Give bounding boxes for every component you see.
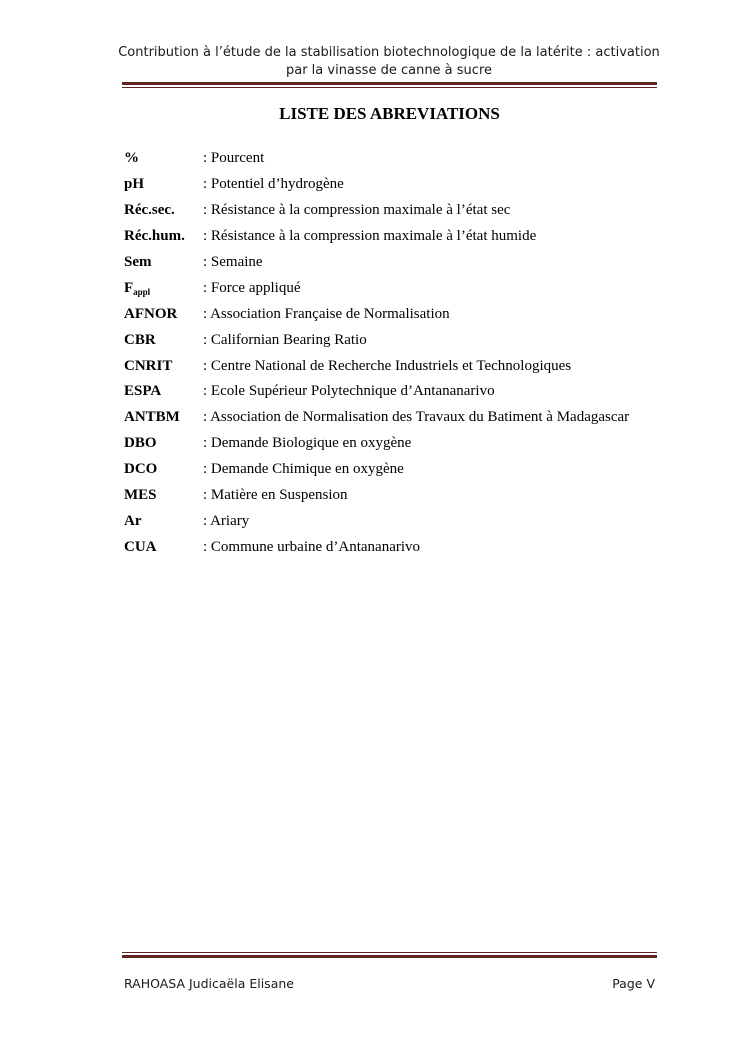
abbreviation-row <box>124 508 664 534</box>
abbreviation-row <box>124 534 664 560</box>
abbreviation-row <box>124 198 664 224</box>
abbreviation-term <box>124 280 203 297</box>
abbreviation-term-text: % <box>124 150 139 167</box>
running-header <box>118 44 660 80</box>
abbreviation-term-text: CUA <box>124 538 157 555</box>
abbreviation-term <box>124 306 203 323</box>
abbreviation-term-text: DBO <box>124 435 157 452</box>
header-rule-thin <box>122 87 657 88</box>
abbreviation-definition: : Potentiel d’hydrogène <box>203 176 344 193</box>
header-rule-thick <box>122 82 657 85</box>
footer-author: RAHOASA Judicaëla Elisane <box>124 976 294 991</box>
abbreviation-term-text: DCO <box>124 461 158 478</box>
abbreviation-definition: : Demande Chimique en oxygène <box>203 461 404 478</box>
abbreviation-term <box>124 435 203 452</box>
abbreviation-term-text: Sem <box>124 254 152 270</box>
abbreviation-term <box>124 332 203 349</box>
abbreviation-row <box>124 146 664 172</box>
abbreviation-term-text: CNRIT <box>124 357 173 374</box>
abbreviation-term <box>124 176 203 193</box>
abbreviation-row <box>124 431 664 457</box>
abbreviation-row <box>124 457 664 483</box>
abbreviation-list <box>124 146 664 560</box>
abbreviation-row <box>124 353 664 379</box>
footer-rule-thin <box>122 952 657 953</box>
abbreviation-term-text: Réc.sec. <box>124 202 175 219</box>
abbreviation-row <box>124 405 664 431</box>
header-line-1: Contribution à l’étude de la stabilisation biotechnologique de la latérite : activation <box>118 45 660 60</box>
abbreviation-term-text: CBR <box>124 331 156 348</box>
abbreviation-row <box>124 301 664 327</box>
abbreviation-definition: : Force appliqué <box>203 279 301 296</box>
abbreviation-definition: : Californian Bearing Ratio <box>203 331 367 348</box>
abbreviation-term <box>124 383 203 400</box>
abbreviation-term-text: AFNOR <box>124 305 178 322</box>
abbreviation-definition: : Semaine <box>203 254 263 270</box>
abbreviation-row <box>124 327 664 353</box>
abbreviation-term-text: MES <box>124 487 157 504</box>
abbreviation-definition: : Centre National de Recherche Industriels et Technologiques <box>203 357 572 374</box>
abbreviation-term <box>124 513 203 530</box>
abbreviation-definition: : Résistance à la compression maximale à l’état sec <box>203 202 511 219</box>
abbreviation-term <box>124 228 203 245</box>
abbreviation-term-text: ANTBM <box>124 409 180 426</box>
abbreviation-term-subscript: appl <box>133 286 151 297</box>
running-footer <box>124 976 655 991</box>
abbreviation-term <box>124 202 203 219</box>
abbreviation-term-text: Ar <box>124 512 142 529</box>
footer-page-number: Page V <box>612 976 655 991</box>
abbreviation-row <box>124 275 664 301</box>
abbreviation-term <box>124 539 203 556</box>
abbreviation-term <box>124 150 203 167</box>
abbreviation-term-text: pH <box>124 176 145 193</box>
abbreviation-term <box>124 461 203 478</box>
abbreviation-row <box>124 483 664 509</box>
abbreviation-definition: : Pourcent <box>203 150 265 167</box>
abbreviation-definition: : Ecole Supérieur Polytechnique d’Antananarivo <box>203 383 495 400</box>
abbreviation-row <box>124 172 664 198</box>
abbreviation-term <box>124 487 203 504</box>
abbreviation-row <box>124 224 664 250</box>
page-title: LISTE DES ABREVIATIONS <box>279 104 500 123</box>
abbreviation-definition: : Résistance à la compression maximale à l’état humide <box>203 228 537 245</box>
footer-rule-thick <box>122 955 657 958</box>
abbreviation-term-text: Réc.hum. <box>124 228 185 245</box>
abbreviation-definition: : Demande Biologique en oxygène <box>203 435 412 452</box>
abbreviation-term <box>124 254 203 271</box>
abbreviation-row <box>124 379 664 405</box>
abbreviation-term-text: F <box>124 279 134 296</box>
abbreviation-definition: : Ariary <box>203 512 250 529</box>
abbreviation-definition: : Association de Normalisation des Travaux du Batiment à Madagascar <box>203 409 630 426</box>
abbreviation-row <box>124 250 664 276</box>
abbreviation-term-text: ESPA <box>124 383 162 400</box>
abbreviation-definition: : Association Française de Normalisation <box>203 305 450 322</box>
header-line-2: par la vinasse de canne à sucre <box>285 63 492 78</box>
abbreviation-term <box>124 409 203 426</box>
abbreviation-term <box>124 358 203 375</box>
abbreviation-definition: : Matière en Suspension <box>203 487 348 504</box>
abbreviation-definition: : Commune urbaine d’Antananarivo <box>203 538 421 555</box>
